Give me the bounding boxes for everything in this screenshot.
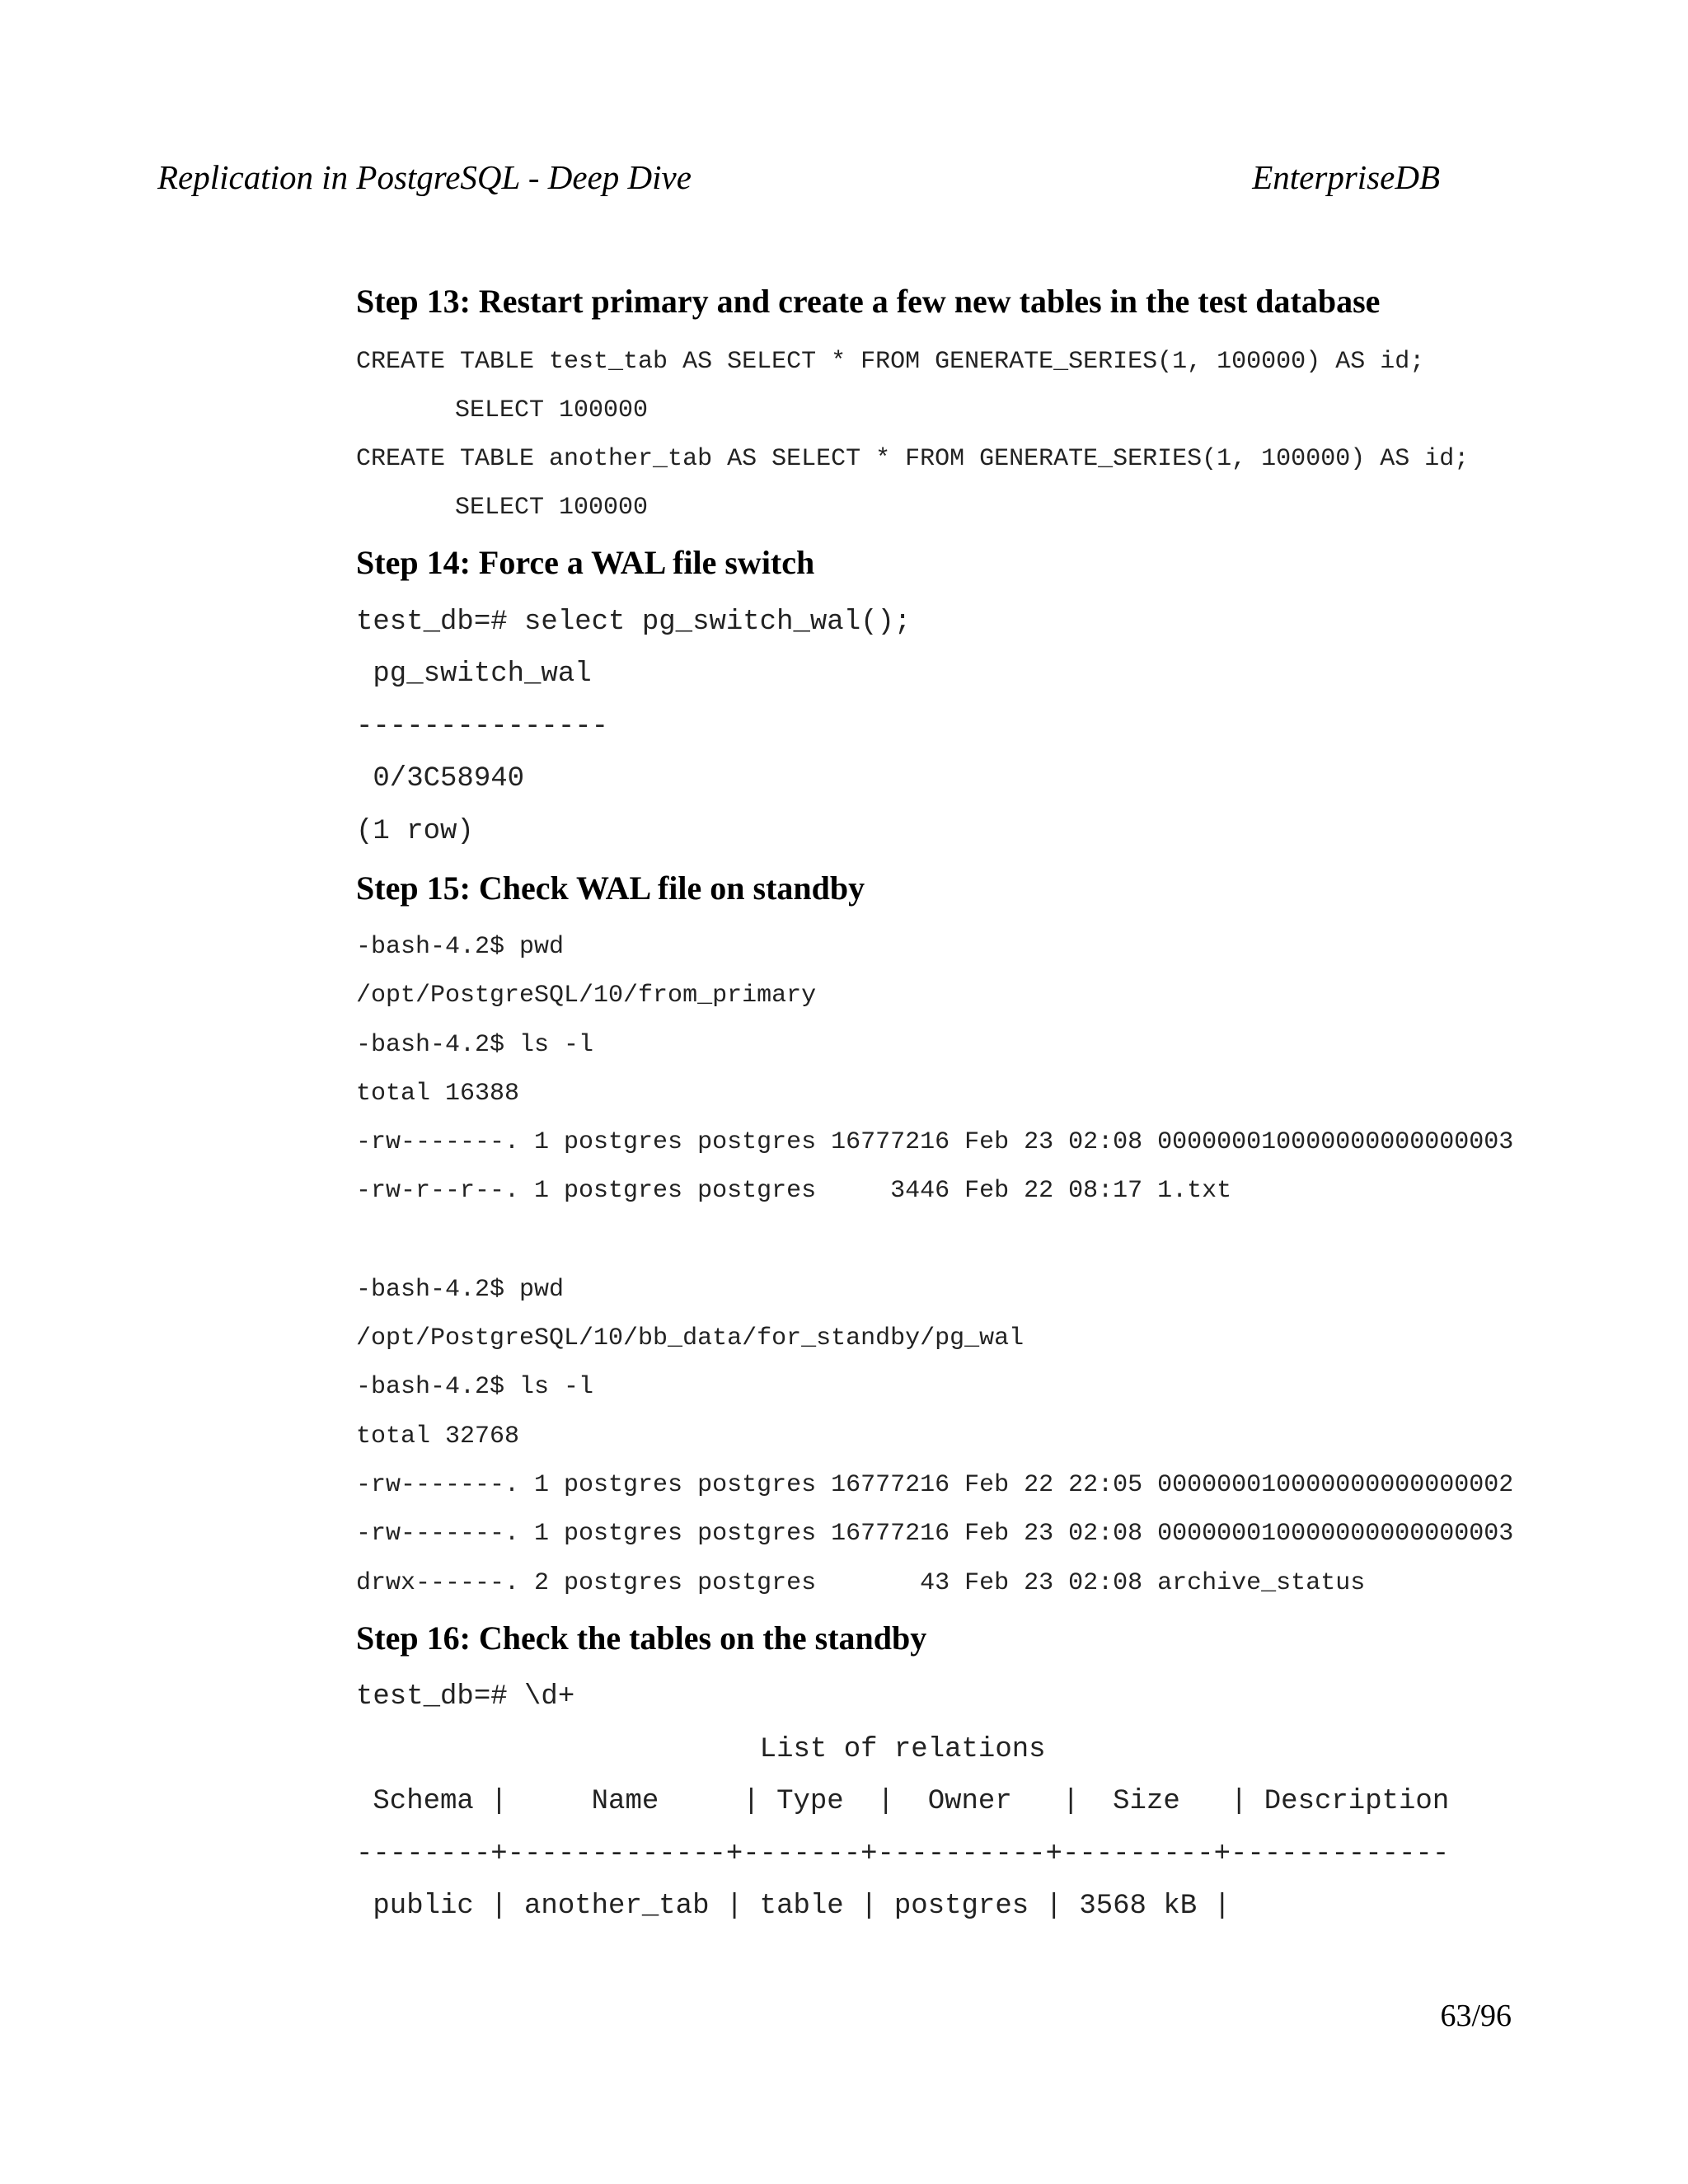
code-output-line: /opt/PostgreSQL/10/bb_data/for_standby/pg_wal <box>356 1324 1025 1352</box>
code-line: test_db=# select pg_switch_wal(); <box>356 607 912 638</box>
code-output-line: /opt/PostgreSQL/10/from_primary <box>356 982 817 1010</box>
code-line: CREATE TABLE another_tab AS SELECT * FROM GENERATE_SERIES(1, 100000) AS id; <box>356 445 1470 473</box>
code-line: -bash-4.2$ pwd <box>356 933 565 961</box>
table-separator: --------+-------------+-------+----------+---------+------------- <box>356 1839 1450 1870</box>
code-output-line: SELECT 100000 <box>455 494 649 522</box>
code-line: test_db=# \d+ <box>356 1681 575 1713</box>
step-15-heading: Step 15: Check WAL file on standby <box>356 869 865 907</box>
code-output-line: --------------- <box>356 711 609 743</box>
page-number: 63/96 <box>1440 1999 1512 2033</box>
table-caption: List of relations <box>356 1734 1046 1765</box>
code-line: -bash-4.2$ pwd <box>356 1276 565 1304</box>
code-line: CREATE TABLE test_tab AS SELECT * FROM GENERATE_SERIES(1, 100000) AS id; <box>356 348 1425 376</box>
code-output-line: (1 row) <box>356 816 474 847</box>
company-name: EnterpriseDB <box>1252 158 1440 196</box>
code-line: -bash-4.2$ ls -l <box>356 1031 594 1059</box>
code-output-line: -rw-------. 1 postgres postgres 16777216 Feb 22 22:05 000000010000000000000002 <box>356 1471 1514 1499</box>
code-line: -bash-4.2$ ls -l <box>356 1373 594 1401</box>
code-output-line: 0/3C58940 <box>356 763 525 794</box>
table-header-row: Schema | Name | Type | Owner | Size | Description <box>356 1786 1450 1817</box>
step-16-heading: Step 16: Check the tables on the standby <box>356 1619 927 1657</box>
code-output-line: SELECT 100000 <box>455 396 649 424</box>
document-title: Replication in PostgreSQL - Deep Dive <box>157 158 692 196</box>
code-output-line: drwx------. 2 postgres postgres 43 Feb 23 02:08 archive_status <box>356 1569 1366 1597</box>
code-output-line: total 16388 <box>356 1080 520 1108</box>
code-output-line: -rw-------. 1 postgres postgres 16777216 Feb 23 02:08 000000010000000000000003 <box>356 1520 1514 1548</box>
code-output-line: total 32768 <box>356 1422 520 1451</box>
step-14-heading: Step 14: Force a WAL file switch <box>356 544 815 581</box>
code-output-line: -rw-------. 1 postgres postgres 16777216 Feb 23 02:08 000000010000000000000003 <box>356 1128 1514 1156</box>
code-output-line: pg_switch_wal <box>356 658 592 690</box>
code-output-line: -rw-r--r--. 1 postgres postgres 3446 Feb 22 08:17 1.txt <box>356 1177 1232 1205</box>
step-13-heading: Step 13: Restart primary and create a few new tables in the test database <box>356 283 1381 320</box>
table-row: public | another_tab | table | postgres | 3568 kB | <box>356 1891 1231 1922</box>
page-header <box>157 155 1440 199</box>
